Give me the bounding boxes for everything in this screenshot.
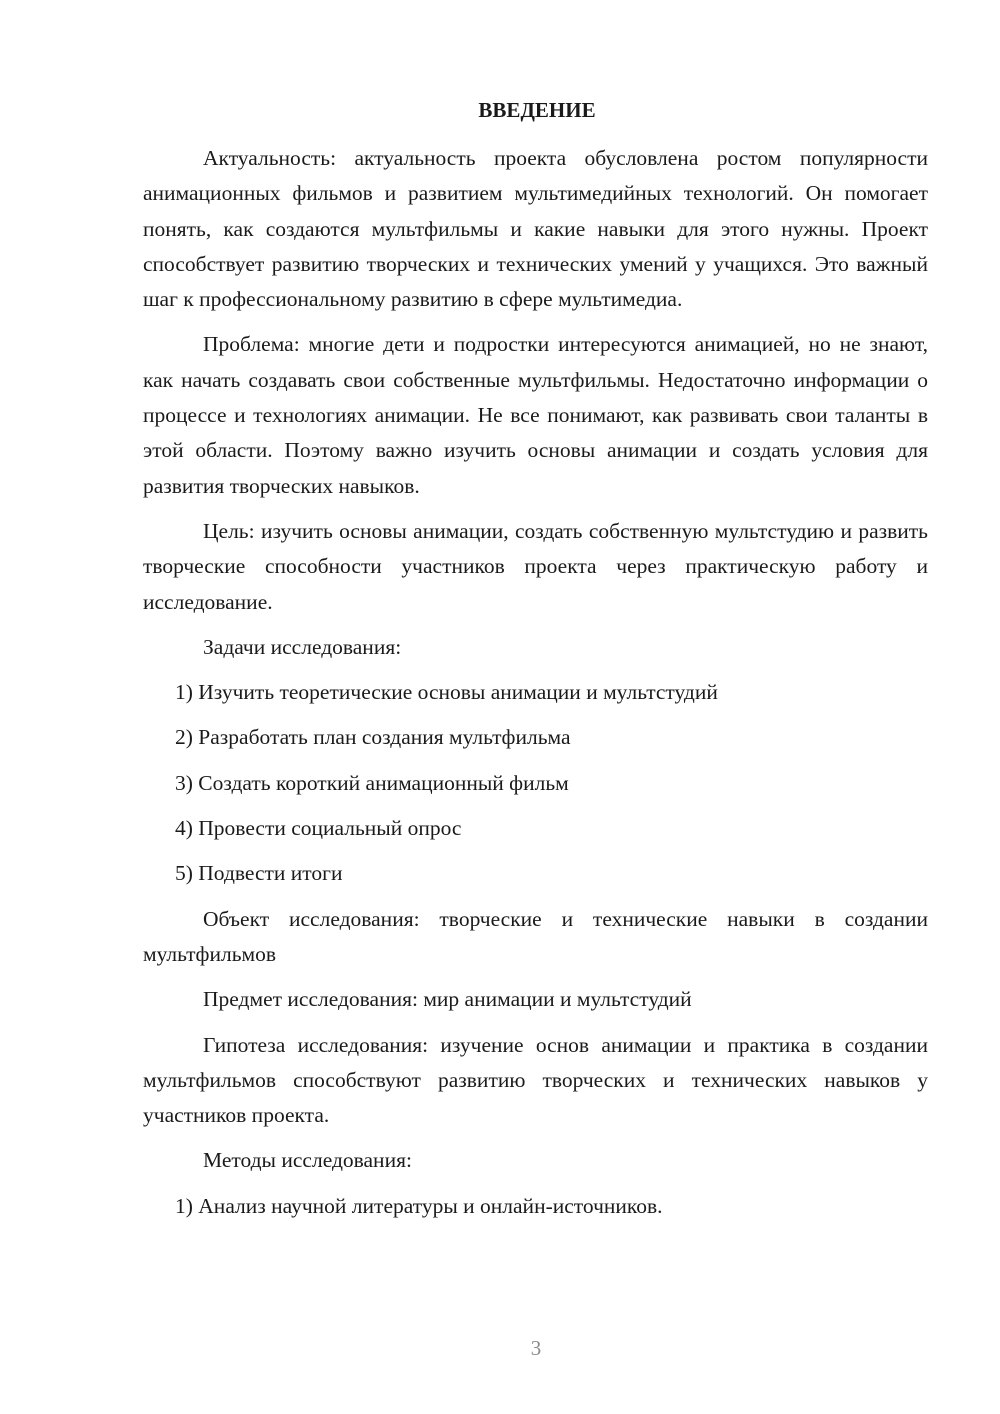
object-paragraph: Объект исследования: творческие и технические навыки в создании мультфильмов: [143, 906, 928, 966]
list-item: 4) Провести социальный опрос: [175, 816, 462, 841]
problem-paragraph: Проблема: многие дети и подростки интересуются анимацией, но не знают, как начать создавать свои собственные мультфильмы. Недостаточно информации о процессе и технологиях анимации. Не все понимают, как развивать свои таланты в этой области. Поэтому важно изучить основы анимации и создать условия для развития творческих навыков.: [143, 332, 928, 498]
methods-label: Методы исследования:: [203, 1148, 412, 1173]
methods-list: [143, 1189, 928, 1224]
page-number: 3: [530, 1336, 542, 1360]
hypothesis-paragraph: Гипотеза исследования: изучение основ анимации и практика в создании мультфильмов способствуют развитию творческих и технических навыков у участников проекта.: [143, 1032, 928, 1128]
relevance-paragraph: Актуальность: актуальность проекта обусловлена ростом популярности анимационных фильмов и развитием мультимедийных технологий. Он помогает понять, как создаются мультфильмы и какие навыки для этого нужны. Проект способствует развитию творческих и технических умений у учащихся. Это важный шаг к профессиональному развитию в сфере мультимедиа.: [143, 146, 928, 312]
list-item: 1) Анализ научной литературы и онлайн-источников.: [175, 1193, 663, 1218]
page-content: [143, 93, 928, 1234]
list-item: 3) Создать короткий анимационный фильм: [175, 770, 569, 795]
list-item: 1) Изучить теоретические основы анимации и мультстудий: [175, 680, 718, 705]
goal-paragraph: Цель: изучить основы анимации, создать собственную мультстудию и развить творческие способности участников проекта через практическую работу и исследование.: [143, 518, 928, 614]
section-heading: ВВЕДЕНИЕ: [478, 98, 596, 122]
list-item: 2) Разработать план создания мультфильма: [175, 725, 571, 750]
tasks-list: [143, 675, 928, 891]
subject-line: Предмет исследования: мир анимации и мультстудий: [203, 987, 692, 1012]
list-item: 5) Подвести итоги: [175, 861, 343, 886]
tasks-label: Задачи исследования:: [203, 634, 402, 659]
